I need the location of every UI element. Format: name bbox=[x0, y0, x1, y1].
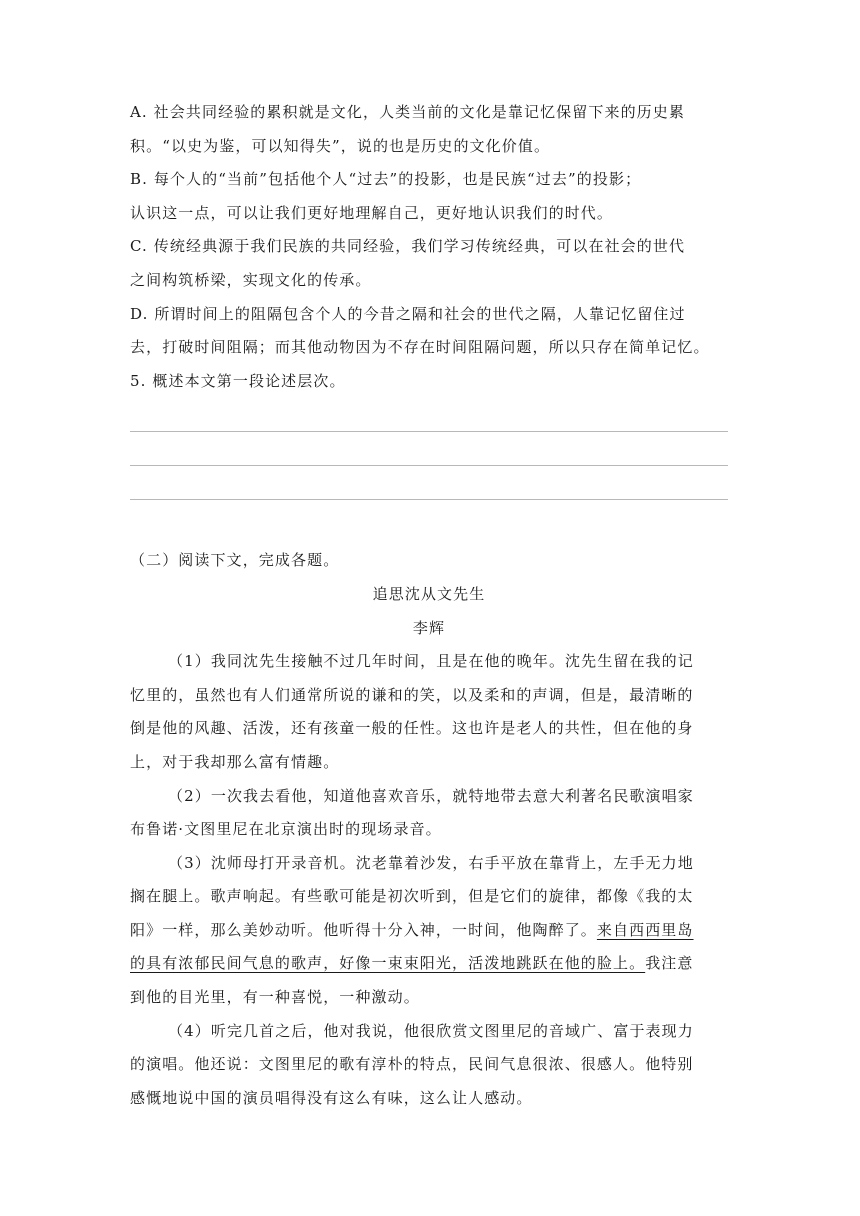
paragraph-4-line-3: 感慨地说中国的演员唱得没有这么有味，这么让人感动。 bbox=[130, 1088, 533, 1107]
paragraph-3 bbox=[130, 847, 728, 1015]
paragraph-1-line-4: 上，对于我却那么富有情趣。 bbox=[130, 752, 340, 771]
paragraph-1-line-2: 忆里的，虽然也有人们通常所说的谦和的笑，以及柔和的声调，但是，最清晰的 bbox=[130, 685, 694, 704]
paragraph-3-line-4 bbox=[130, 947, 728, 981]
article-title: 追思沈从文先生 bbox=[372, 584, 486, 603]
underlined-sentence-end: 的具有浓郁民间气息的歌声，好像一束束阳光，活泼地跳跃在他的脸上。 bbox=[130, 954, 646, 973]
answer-line-3 bbox=[130, 466, 728, 500]
option-c-line-2: 之间构筑桥梁，实现文化的传承。 bbox=[130, 270, 372, 289]
answer-line-2 bbox=[130, 432, 728, 466]
section-heading: （二）阅读下文，完成各题。 bbox=[130, 551, 340, 570]
option-d-line-2: 去，打破时间阻隔；而其他动物因为不存在时间阻隔问题，所以只存在简单记忆。 bbox=[130, 338, 710, 357]
option-b-line-2: 认识这一点，可以让我们更好地理解自己，更好地认识我们的时代。 bbox=[130, 203, 614, 222]
option-d bbox=[130, 298, 728, 365]
option-c bbox=[130, 230, 728, 297]
paragraph-1-line-1: （1）我同沈先生接触不过几年时间，且是在他的晚年。沈先生留在我的记 bbox=[168, 652, 694, 671]
paragraph-3-line-3-text: 阳》一样，那么美妙动听。他听得十分入神，一时间，他陶醉了。 bbox=[130, 920, 597, 939]
paragraph-3-line-5: 到他的目光里，有一种喜悦，一种激动。 bbox=[130, 988, 420, 1007]
paragraph-3-line-4-text: 我注意 bbox=[645, 954, 694, 973]
option-a-line-1: A. 社会共同经验的累积就是文化，人类当前的文化是靠记忆保留下来的历史累 bbox=[130, 103, 685, 121]
paragraph-4 bbox=[130, 1015, 728, 1116]
paragraph-2-line-2: 布鲁诺·文图里尼在北京演出时的现场录音。 bbox=[130, 820, 442, 839]
answer-lines bbox=[130, 398, 728, 500]
option-a bbox=[130, 96, 728, 163]
paragraph-2 bbox=[130, 780, 728, 847]
paragraph-3-line-3 bbox=[130, 914, 728, 948]
option-b-line-1: B. 每个人的“当前”包括他个人“过去”的投影，也是民族“过去”的投影； bbox=[130, 170, 642, 189]
document-content bbox=[130, 96, 728, 1115]
question-5: 5. 概述本文第一段论述层次。 bbox=[130, 371, 346, 390]
option-c-line-1: C. 传统经典源于我们民族的共同经验，我们学习传统经典，可以在社会的世代 bbox=[130, 237, 686, 256]
paragraph-1-line-3: 倒是他的风趣、活泼，还有孩童一般的任性。这也许是老人的共性，但在他的身 bbox=[130, 719, 694, 738]
paragraph-4-line-1: （4）听完几首之后，他对我说，他很欣赏文图里尼的音域广、富于表现力 bbox=[168, 1021, 694, 1040]
answer-line-1 bbox=[130, 398, 728, 432]
paragraph-2-line-1: （2）一次我去看他，知道他喜欢音乐，就特地带去意大利著名民歌演唱家 bbox=[168, 786, 694, 805]
paragraph-1 bbox=[130, 645, 728, 779]
paragraph-3-line-2: 搁在腿上。歌声响起。有些歌可能是初次听到，但是它们的旋律，都像《我的太 bbox=[130, 887, 694, 906]
paragraph-3-line-1: （3）沈师母打开录音机。沈老靠着沙发，右手平放在靠背上，左手无力地 bbox=[168, 853, 694, 872]
option-b bbox=[130, 163, 728, 230]
paragraph-4-line-2: 的演唱。他还说：文图里尼的歌有淳朴的特点，民间气息很浓、很感人。他特别 bbox=[130, 1055, 694, 1074]
option-d-line-1: D. 所谓时间上的阻隔包含个人的今昔之隔和社会的世代之隔，人靠记忆留住过 bbox=[130, 304, 686, 323]
article-author: 李辉 bbox=[412, 618, 446, 637]
underlined-sentence-start: 来自西西里岛 bbox=[596, 920, 694, 939]
section-gap bbox=[130, 500, 728, 544]
option-a-line-2: 积。“以史为鉴，可以知得失”，说的也是历史的文化价值。 bbox=[130, 136, 551, 155]
